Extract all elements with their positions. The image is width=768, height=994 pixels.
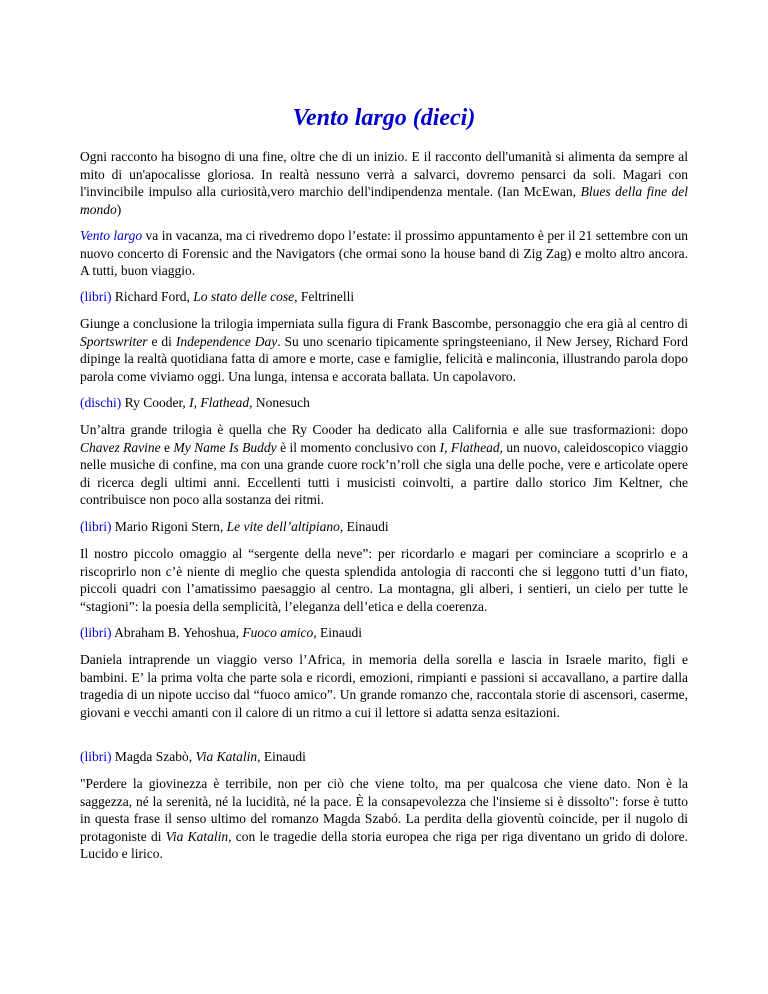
intro-source-title: Blues della fine del mondo	[80, 184, 688, 217]
page-title: Vento largo (dieci)	[292, 105, 476, 131]
item-review: "Perdere la giovinezza è terribile, non per ciò che viene tolto, ma per qualcosa che viene dato. Non è la saggezza, né la serenità, né la lucidità, né la pace. È la consapevolezza che l'insieme si è dissolto": forse è tutto in questa frase il senso ultimo del romanzo Magda Szabó. La perdita della gioventù coincide, per il nugolo di protagoniste di Via Katalin, con le tragedie della storia europea che riga per riga diventano un grido di dolore. Lucido e lirico.	[80, 776, 688, 861]
category-tag[interactable]: (libri)	[80, 289, 112, 304]
item-heading: (libri) Magda Szabò, Via Katalin, Einaudi	[80, 749, 306, 764]
category-tag[interactable]: (libri)	[80, 749, 112, 764]
category-tag[interactable]: (libri)	[80, 625, 112, 640]
item-review: Il nostro piccolo omaggio al “sergente della neve”: per ricordarlo e magari per cominciare a scoprirlo e a riscoprirlo non c’è niente di meglio che questa splendida antologia di racconti che si leggono tutti d’un fiato, piccoli quadri con l’amatissimo paesaggio al centro. La montagna, gli alberi, i sentieri, un cielo per tutte le “stagioni”: la poesia della semplicità, l’eleganza dell’etica e della coerenza.	[80, 546, 688, 614]
category-tag[interactable]: (dischi)	[80, 395, 122, 410]
category-tag[interactable]: (libri)	[80, 519, 112, 534]
item-heading: (libri) Richard Ford, Lo stato delle cose, Feltrinelli	[80, 289, 355, 304]
vento-largo-link[interactable]: Vento largo	[80, 228, 143, 243]
item-review: Giunge a conclusione la trilogia imperniata sulla figura di Frank Bascombe, personaggio che era già al centro di Sportswriter e di Independence Day. Su uno scenario tipicamente springsteeniano, il New Jersey, Richard Ford dipinge la realtà quotidiana fatta di amore e morte, case e famiglie, felicità e malinconia, illustrando parola dopo parola come viviamo oggi. Una lunga, intensa e accorata ballata. Un capolavoro.	[80, 316, 688, 384]
intro-paragraph: Ogni racconto ha bisogno di una fine, oltre che di un inizio. E il racconto dell'umanità si alimenta da sempre al mito di un'apocalisse gloriosa. In realtà nessuno verrà a salvarci, dovremo pensarci da soli. Magari con l'invincibile impulso alla curiosità,vero marchio dell'indipendenza mentale. (Ian McEwan, Blues della fine del mondo)	[80, 149, 688, 217]
item-heading: (libri) Mario Rigoni Stern, Le vite dell’altipiano, Einaudi	[80, 519, 389, 534]
announce-paragraph: Vento largo va in vacanza, ma ci rivedremo dopo l’estate: il prossimo appuntamento è per il 21 settembre con un nuovo concerto di Forensic and the Navigators (che ormai sono la house band di Zig Zag) e molto altro ancora. A tutti, buon viaggio.	[80, 228, 689, 278]
item-review: Un’altra grande trilogia è quella che Ry Cooder ha dedicato alla California e alle sue trasformazioni: dopo Chavez Ravine e My Name Is Buddy è il momento conclusivo con I, Flathead, un nuovo, caleidoscopico viaggio nelle musiche di confine, ma con una grande cuore rock’n’roll che sigla una delle poche, vere e articolate opere di ricerca degli ultimi anni. Eccellenti tutti i musicisti coinvolti, a partire dallo storico Jim Keltner, che contribuisce non poco alla sostanza dei ritmi.	[80, 422, 688, 507]
item-heading: (dischi) Ry Cooder, I, Flathead, Nonesuch	[80, 395, 310, 410]
item-heading: (libri) Abraham B. Yehoshua, Fuoco amico, Einaudi	[80, 625, 362, 640]
item-review: Daniela intraprende un viaggio verso l’Africa, in memoria della sorella e lascia in Israele marito, figli e bambini. E’ la prima volta che parte sola e ricordi, emozioni, rimpianti e passioni si accavallano, a partire dalla tragedia di un nipote ucciso dal “fuoco amico”. Un grande romanzo che, raccontala storie di ascensori, caserme, giovani e vecchi amanti con il calore di un ritmo a cui il lettore si adatta senza esitazioni.	[80, 652, 688, 720]
